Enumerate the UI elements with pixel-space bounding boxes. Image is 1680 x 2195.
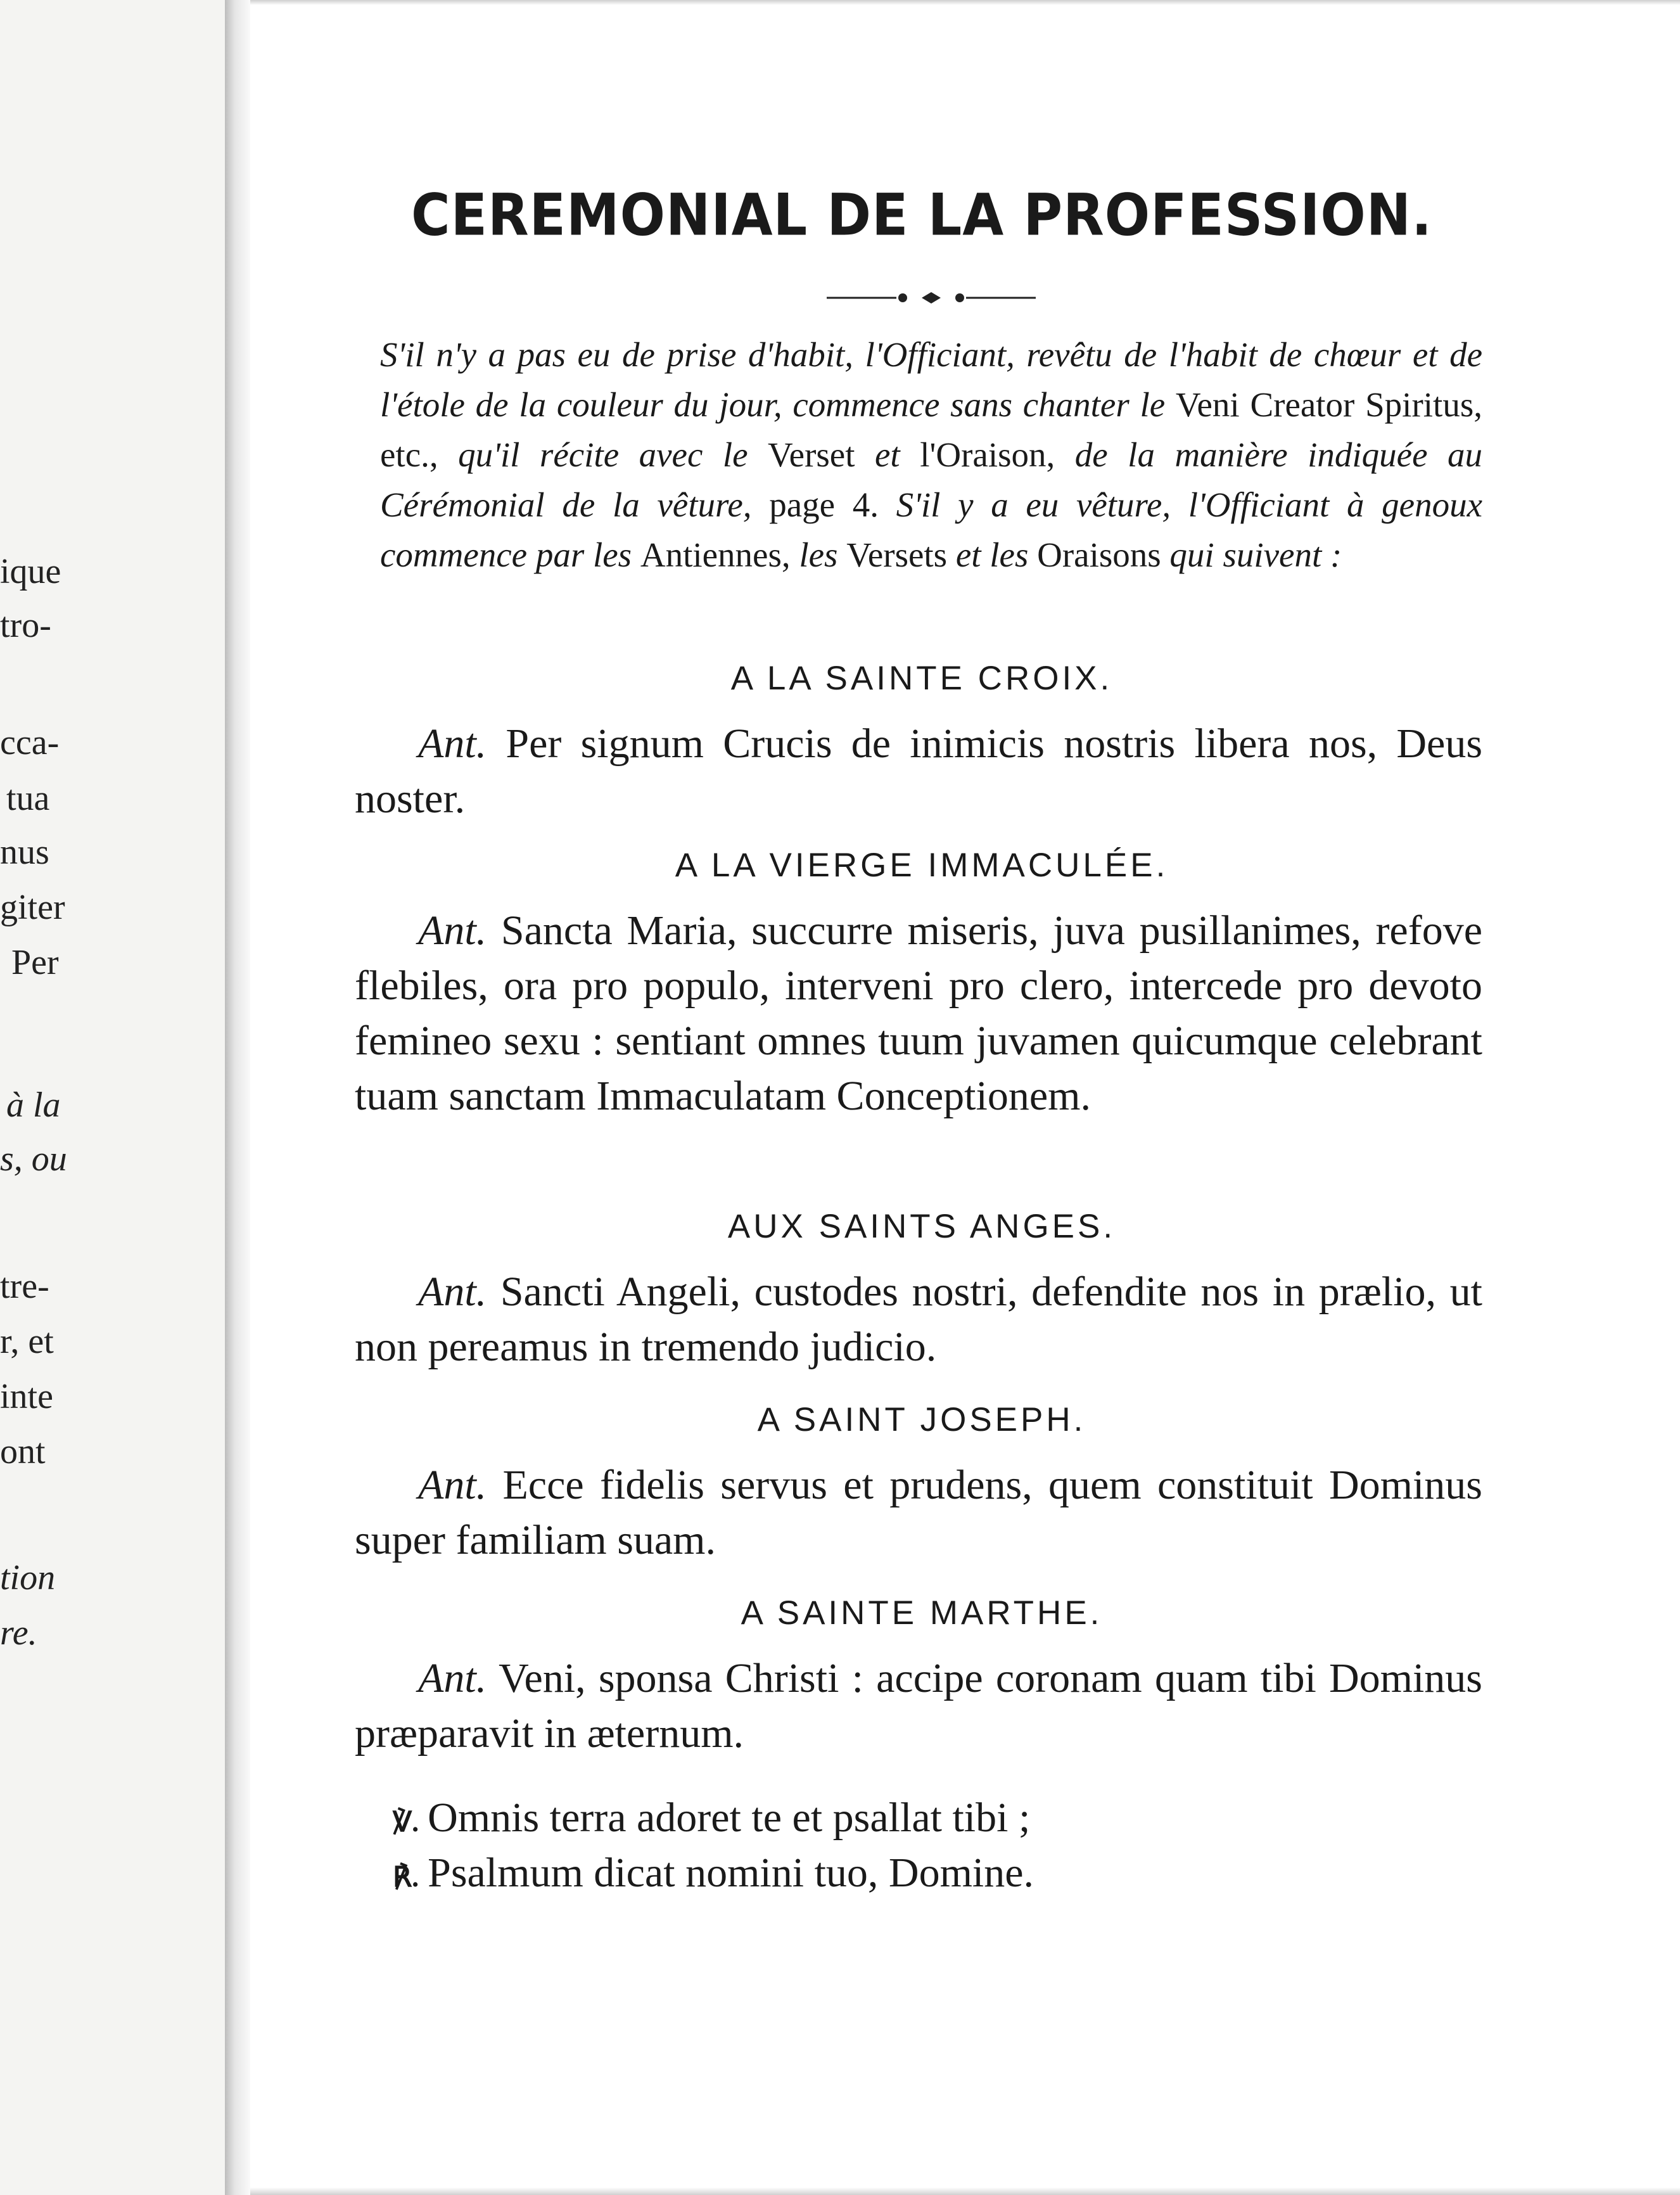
antiphon-text: Per signum Crucis de inimicis nostris libera nos, Deus noster.: [355, 720, 1483, 822]
intro-roman: l'Oraison,: [920, 435, 1055, 474]
antiphon-sainte-croix: [355, 716, 1482, 826]
left-fragment: ont: [0, 1432, 46, 1471]
versicle: [393, 1790, 1470, 1850]
antiphon-anges: [355, 1264, 1482, 1374]
ant-label: Ant.: [418, 1269, 487, 1315]
right-page: [355, 0, 1489, 2195]
section-heading-anges: AUX SAINTS ANGES.: [727, 1208, 1116, 1245]
intro-roman: page 4.: [769, 485, 879, 524]
intro-italic: S'il y a eu vêture, l'Officiant à genoux commence par les: [380, 485, 1482, 574]
antiphon-joseph: [355, 1457, 1482, 1568]
response-symbol: ℟.: [393, 1862, 419, 1893]
antiphon-text: Ecce fidelis servus et prudens, quem constituit Dominus super familiam suam.: [355, 1462, 1482, 1563]
intro-roman: Veni Creator Spiritus, etc.,: [380, 385, 1482, 474]
ant-label: Ant.: [418, 907, 487, 954]
ant-label: Ant.: [418, 720, 487, 767]
left-fragment: s, ou: [0, 1139, 67, 1179]
ant-label: Ant.: [418, 1462, 487, 1508]
intro-roman: Versets: [846, 535, 948, 574]
section-heading-vierge: A LA VIERGE IMMACULÉE.: [675, 847, 1169, 884]
versicle-text: Omnis terra adoret te et psallat tibi ;: [428, 1795, 1031, 1841]
intro-rubric: [380, 330, 1482, 580]
response-text: Psalmum dicat nomini tuo, Domine.: [428, 1850, 1034, 1896]
intro-italic: qu'il récite avec le: [438, 435, 768, 474]
antiphon-vierge: [355, 903, 1482, 1123]
page-gutter: [225, 0, 250, 2195]
intro-italic: de la manière indiquée au Cérémonial de la vêture,: [380, 435, 1483, 524]
versicle-symbol: ℣.: [393, 1807, 419, 1838]
intro-italic: et les: [947, 535, 1038, 574]
left-fragment: Per: [11, 943, 59, 982]
intro-roman: Oraisons: [1037, 535, 1161, 574]
left-fragment: à la: [6, 1085, 61, 1125]
antiphon-text: Sancta Maria, succurre miseris, juva pusillanimes, refove flebiles, ora pro populo, interveni pro clero, intercede pro devoto femineo sexu : sentiant omnes tuum juvamen quicumque celebrant tuam sanctam Immaculatam Conceptionem.: [355, 907, 1483, 1119]
ant-label: Ant.: [418, 1655, 487, 1701]
left-fragment: re.: [0, 1613, 37, 1653]
antiphon-text: Veni, sponsa Christi : accipe coronam quam tibi Dominus præparavit in æternum.: [355, 1655, 1482, 1757]
left-fragment: tro-: [0, 606, 51, 645]
left-fragment: nus: [0, 833, 49, 872]
left-fragment: giter: [0, 888, 65, 927]
antiphon-marthe: [355, 1651, 1482, 1761]
intro-roman: Verset: [768, 435, 855, 474]
intro-italic: les: [790, 535, 847, 574]
ornament-divider: [827, 288, 1036, 307]
left-fragment: cca-: [0, 723, 60, 762]
left-fragment: tua: [6, 779, 50, 818]
intro-italic: qui suivent :: [1161, 535, 1342, 574]
left-fragment: inte: [0, 1377, 53, 1416]
page-title: CEREMONIAL DE LA PROFESSION.: [410, 181, 1433, 248]
left-fragment: tre-: [0, 1267, 49, 1306]
left-fragment: ique: [0, 552, 61, 591]
section-heading-joseph: A SAINT JOSEPH.: [757, 1401, 1086, 1438]
left-fragment: r, et: [0, 1322, 54, 1361]
intro-italic: et: [855, 435, 920, 474]
section-heading-marthe: A SAINTE MARTHE.: [741, 1594, 1103, 1632]
intro-italic: S'il n'y a pas eu de prise d'habit, l'Officiant, revêtu de l'habit de chœur et de l'étole de la couleur du jour, commence sans chanter le: [380, 335, 1482, 424]
antiphon-text: Sancti Angeli, custodes nostri, defendite nos in prælio, ut non pereamus in tremendo judicio.: [355, 1269, 1482, 1370]
left-page: [0, 0, 225, 2195]
section-heading-sainte-croix: A LA SAINTE CROIX.: [730, 660, 1113, 697]
intro-roman: Antiennes,: [640, 535, 791, 574]
response: [393, 1845, 1470, 1905]
left-fragment: tion: [0, 1558, 56, 1597]
